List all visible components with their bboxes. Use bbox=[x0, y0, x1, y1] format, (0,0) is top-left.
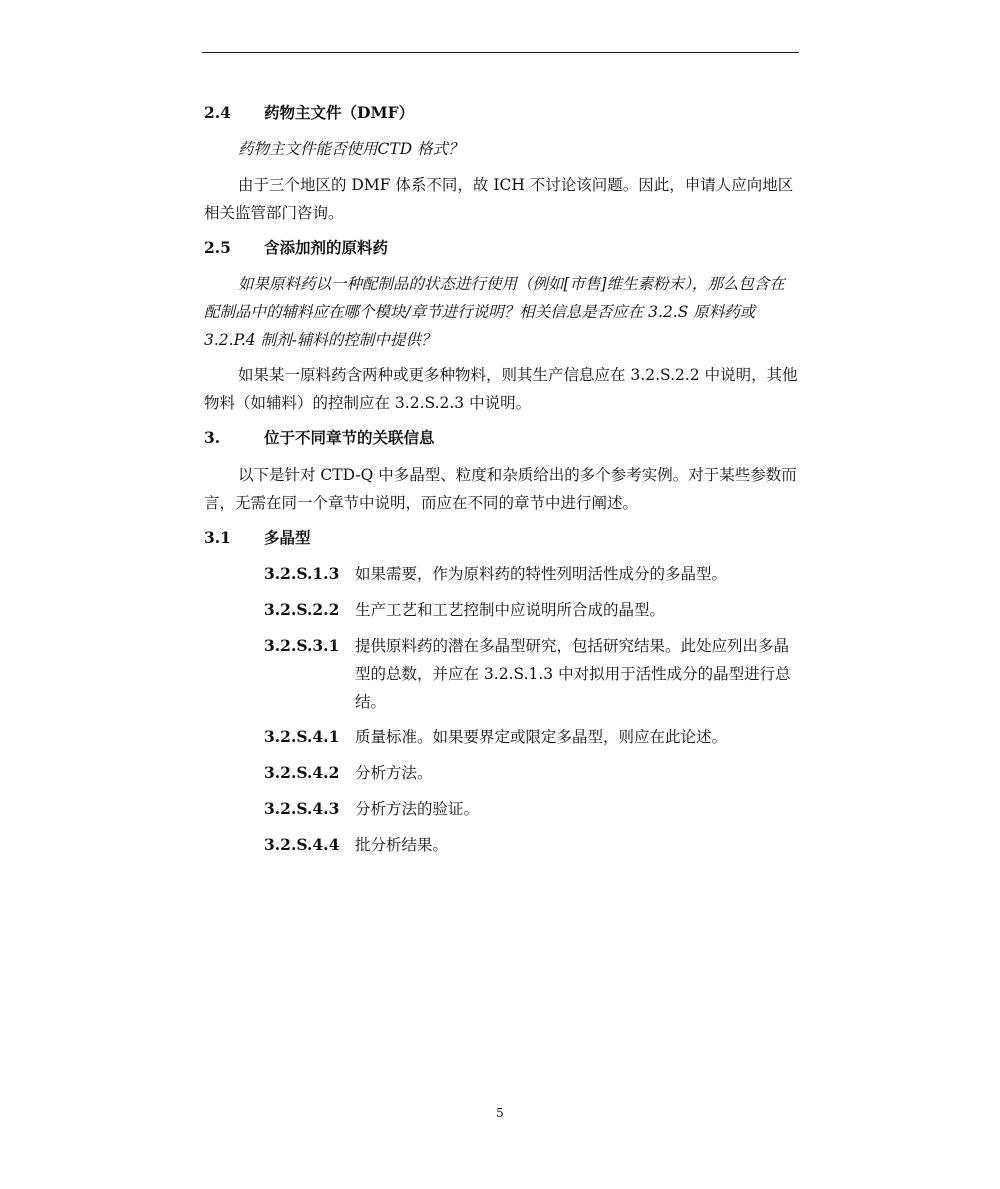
list-item bbox=[264, 723, 800, 751]
list-item bbox=[264, 795, 800, 823]
item-text: 生产工艺和工艺控制中应说明所合成的晶型。 bbox=[355, 601, 666, 619]
item-text: 提供原料药的潜在多晶型研究，包括研究结果。此处应列出多晶型的总数，并应在 3.2.S.1.3 中对拟用于活性成分的晶型进行总结。 bbox=[355, 637, 791, 711]
list-item bbox=[264, 560, 800, 588]
section-title: 药物主文件（DMF） bbox=[264, 103, 415, 122]
item-text: 分析方法的验证。 bbox=[355, 800, 480, 818]
item-code: 3.2.S.1.3 bbox=[264, 564, 340, 583]
question-2-4: 药物主文件能否使用CTD 格式？ bbox=[238, 140, 464, 158]
list-item bbox=[264, 831, 800, 859]
intro-3: 以下是针对 CTD-Q 中多晶型、粒度和杂质给出的多个参考实例。对于某些参数而言，无需在同一个章节中说明，而应在不同的章节中进行阐述。 bbox=[204, 466, 797, 512]
item-text: 如果需要，作为原料药的特性列明活性成分的多晶型。 bbox=[355, 565, 728, 583]
section-number: 2.5 bbox=[204, 238, 231, 257]
section-number: 3.1 bbox=[204, 528, 231, 547]
section-heading-3-1 bbox=[204, 524, 800, 552]
header-rule bbox=[202, 52, 799, 53]
list-item bbox=[264, 596, 800, 624]
section-title: 位于不同章节的关联信息 bbox=[264, 428, 435, 447]
section-number: 2.4 bbox=[204, 103, 231, 122]
item-text: 分析方法。 bbox=[355, 764, 433, 782]
list-item bbox=[264, 632, 800, 716]
item-code: 3.2.S.4.1 bbox=[264, 727, 340, 746]
answer-2-4: 由于三个地区的 DMF 体系不同，故 ICH 不讨论该问题。因此，申请人应向地区相关监管部门咨询。 bbox=[204, 176, 794, 222]
question-2-5: 如果原料药以一种配制品的状态进行使用（例如[市售]维生素粉末），那么包含在配制品中的辅料应在哪个模块/章节进行说明？相关信息是否应在 3.2.S 原料药或 3.2.P.4 制剂-辅料的控制中提供？ bbox=[204, 275, 785, 349]
item-code: 3.2.S.4.4 bbox=[264, 835, 340, 854]
section-heading-3 bbox=[204, 424, 800, 452]
item-text: 质量标准。如果要界定或限定多晶型，则应在此论述。 bbox=[355, 728, 728, 746]
answer-2-5: 如果某一原料药含两种或更多种物料，则其生产信息应在 3.2.S.2.2 中说明，其他物料（如辅料）的控制应在 3.2.S.2.3 中说明。 bbox=[204, 366, 798, 412]
list-item bbox=[264, 759, 800, 787]
section-heading-2-4 bbox=[204, 99, 800, 127]
item-code: 3.2.S.4.3 bbox=[264, 799, 340, 818]
section-title: 含添加剂的原料药 bbox=[264, 238, 389, 257]
item-code: 3.2.S.4.2 bbox=[264, 763, 340, 782]
section-number: 3. bbox=[204, 428, 221, 447]
item-code: 3.2.S.3.1 bbox=[264, 636, 340, 655]
section-heading-2-5 bbox=[204, 234, 800, 262]
item-text: 批分析结果。 bbox=[355, 836, 449, 854]
item-code: 3.2.S.2.2 bbox=[264, 600, 340, 619]
section-title: 多晶型 bbox=[264, 528, 311, 547]
page-number: 5 bbox=[496, 1106, 504, 1120]
